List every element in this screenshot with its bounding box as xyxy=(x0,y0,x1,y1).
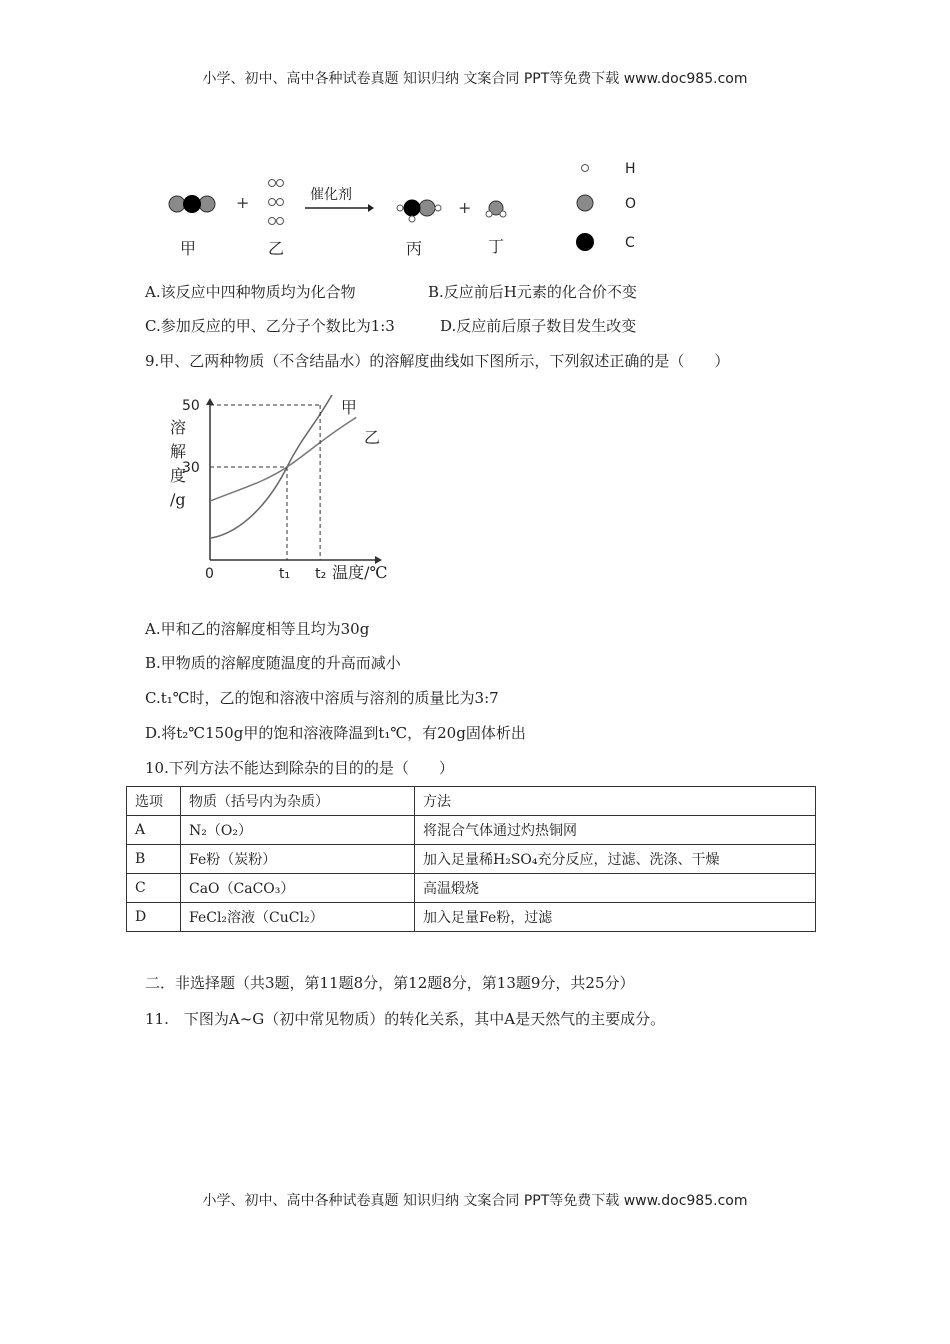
label-ding: 丁 xyxy=(488,237,505,256)
q8-option-b: B.反应前后H元素的化合价不变 xyxy=(428,283,637,301)
table-row xyxy=(127,816,816,845)
x-tick-label: t₂ xyxy=(315,566,327,582)
table-cell: C xyxy=(127,874,181,903)
plus-sign-1: + xyxy=(236,193,250,212)
x-tick-label: t₁ xyxy=(279,566,291,582)
atom-legend xyxy=(576,161,636,251)
molecule-ding xyxy=(486,201,506,217)
label-jia: 甲 xyxy=(180,239,197,258)
y-tick-label: 30 xyxy=(182,460,200,476)
y-tick-label: 50 xyxy=(182,398,200,414)
y-axis-label-char: 溶 xyxy=(170,418,187,437)
x-tick-label: 0 xyxy=(205,566,214,582)
table-header-cell: 方法 xyxy=(415,787,816,816)
page-footer: 小学、初中、高中各种试卷真题 知识归纳 文案合同 PPT等免费下载 www.doc985.com xyxy=(202,1193,748,1209)
q9-option-b: B.甲物质的溶解度随温度的升高而减小 xyxy=(145,654,401,672)
label-yi: 乙 xyxy=(268,239,285,258)
q9-option-d: D.将t₂℃150g甲的饱和溶液降温到t₁℃，有20g固体析出 xyxy=(145,724,526,742)
table-cell: B xyxy=(127,845,181,874)
table-cell: 高温煅烧 xyxy=(415,874,816,903)
table-row xyxy=(127,874,816,903)
table-row xyxy=(127,845,816,874)
series-label-jia: 甲 xyxy=(340,398,357,417)
impurity-table xyxy=(126,786,816,932)
table-header-cell: 选项 xyxy=(127,787,181,816)
q9-option-c: C.t₁℃时，乙的饱和溶液中溶质与溶剂的质量比为3:7 xyxy=(145,689,499,707)
q9-option-a: A.甲和乙的溶解度相等且均为30g xyxy=(145,620,370,638)
y-axis-label-char: 度 xyxy=(170,466,187,485)
molecule-jia xyxy=(169,195,215,213)
table-cell: Fe粉（炭粉） xyxy=(181,845,415,874)
series-label-yi: 乙 xyxy=(364,428,381,447)
plus-sign-2: + xyxy=(458,198,472,217)
label-bing: 丙 xyxy=(406,239,423,258)
y-axis-arrow xyxy=(206,398,214,405)
legend-c: C xyxy=(625,235,635,251)
x-axis-label: 温度/℃ xyxy=(332,563,388,582)
table-cell: CaO（CaCO₃） xyxy=(181,874,415,903)
series-line-yi xyxy=(210,417,356,501)
series-line-jia xyxy=(210,395,333,538)
molecule-bing xyxy=(397,200,441,223)
legend-o: O xyxy=(625,196,637,212)
legend-h: H xyxy=(625,161,636,177)
y-axis-label-char: 解 xyxy=(170,442,187,461)
table-header-row xyxy=(127,787,816,816)
table-cell: 加入足量Fe粉，过滤 xyxy=(415,903,816,932)
table-cell: 加入足量稀H₂SO₄充分反应，过滤、洗涤、干燥 xyxy=(415,845,816,874)
table-cell: N₂（O₂） xyxy=(181,816,415,845)
section2-title: 二．非选择题（共3题，第11题8分，第12题8分，第13题9分，共25分） xyxy=(145,974,635,992)
q8-option-a: A.该反应中四种物质均为化合物 xyxy=(145,283,356,301)
q9-stem: 9.甲、乙两种物质（不含结晶水）的溶解度曲线如下图所示，下列叙述正确的是（ ） xyxy=(145,352,730,370)
y-axis-label-char: /g xyxy=(170,490,186,509)
catalyst-arrow xyxy=(305,204,374,212)
reaction-diagram xyxy=(0,0,950,270)
solubility-chart xyxy=(160,395,400,590)
table-cell: FeCl₂溶液（CuCl₂） xyxy=(181,903,415,932)
table-cell: A xyxy=(127,816,181,845)
q11-stem: 11. 下图为A~G（初中常见物质）的转化关系，其中A是天然气的主要成分。 xyxy=(145,1010,666,1028)
table-cell: D xyxy=(127,903,181,932)
q8-option-d: D.反应前后原子数目发生改变 xyxy=(440,317,637,335)
catalyst-label: 催化剂 xyxy=(310,187,352,203)
q8-option-c: C.参加反应的甲、乙分子个数比为1:3 xyxy=(145,317,395,335)
table-row xyxy=(127,903,816,932)
page-header: 小学、初中、高中各种试卷真题 知识归纳 文案合同 PPT等免费下载 www.doc985.com xyxy=(202,71,748,87)
table-header-cell: 物质（括号内为杂质） xyxy=(181,787,415,816)
q10-stem: 10.下列方法不能达到除杂的目的的是（ ） xyxy=(145,759,454,777)
table-cell: 将混合气体通过灼热铜网 xyxy=(415,816,816,845)
molecule-yi xyxy=(269,180,284,225)
